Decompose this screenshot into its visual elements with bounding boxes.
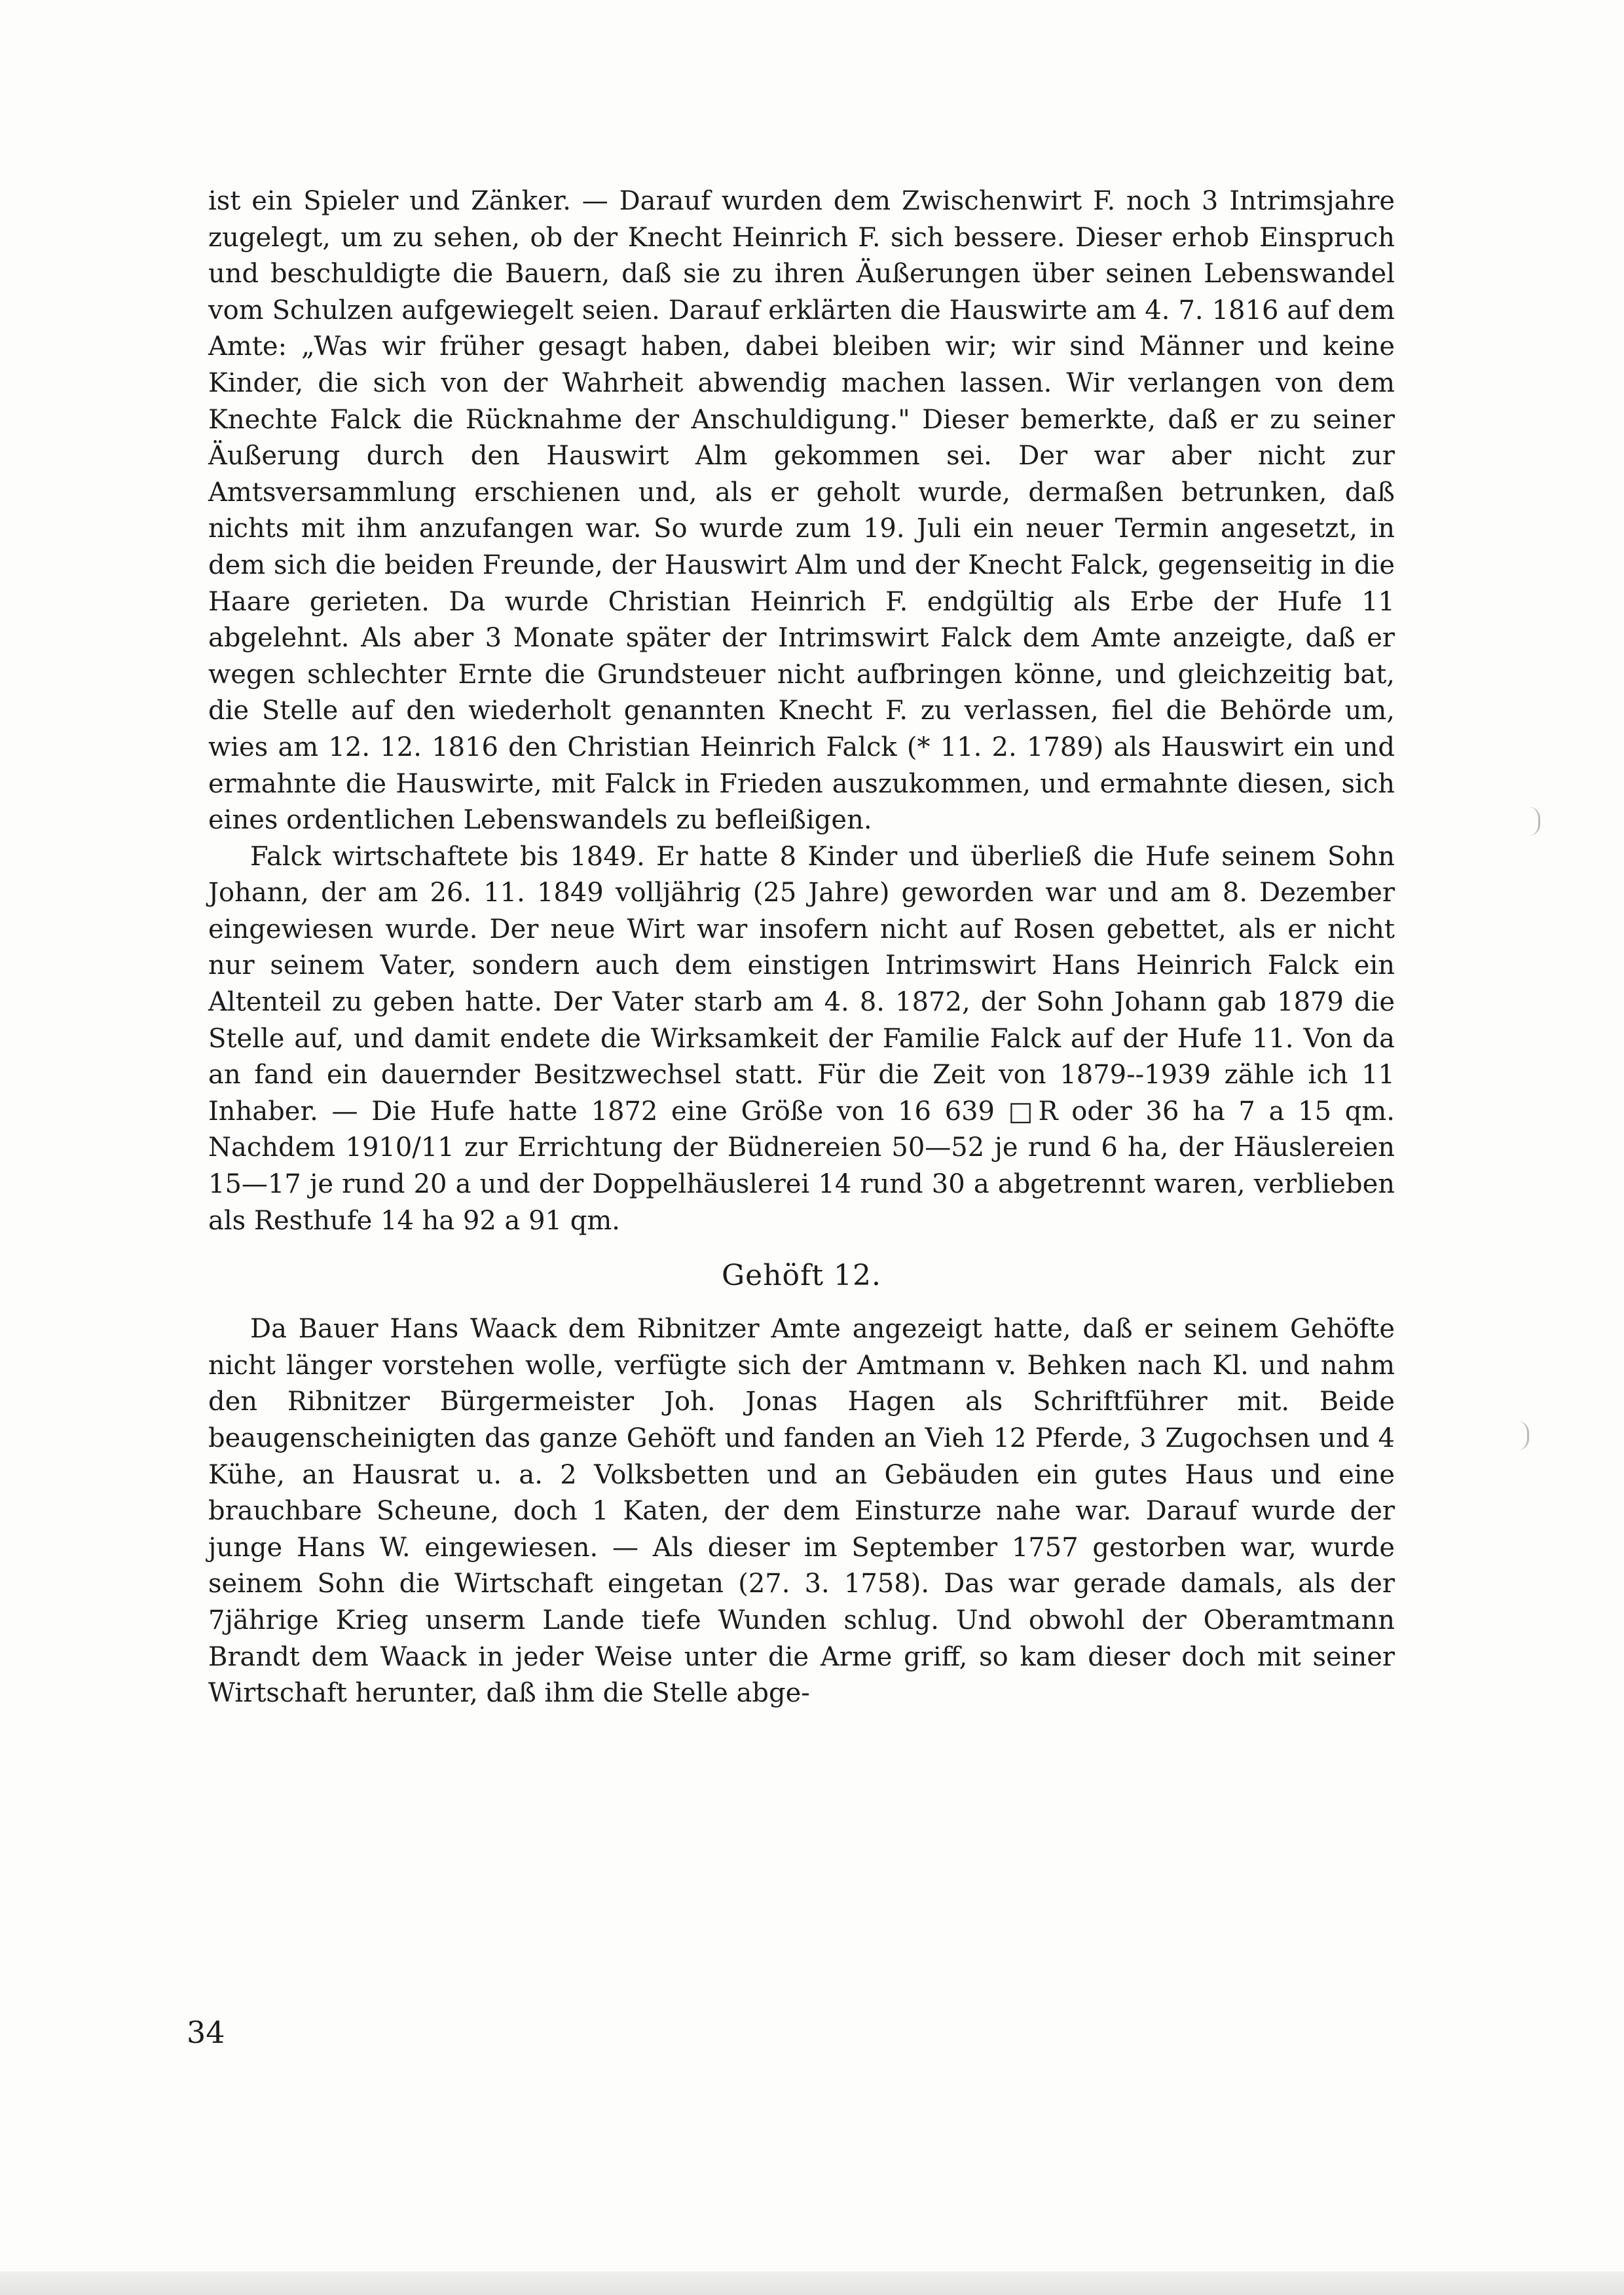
paragraph-continuation: ist ein Spieler und Zänker. — Darauf wurden dem Zwischenwirt F. noch 3 Intrimsjahre zugelegt, um zu sehen, ob der Knecht Heinrich F. sich bessere. Dieser erhob Einspruch und beschuldigte die Bauern, daß sie zu ihren Äußerungen über seinen Lebenswandel vom Schulzen aufgewiegelt seien. Darauf erklärten die Hauswirte am 4. 7. 1816 auf dem Amte: „Was wir früher gesagt haben, dabei bleiben wir; wir sind Männer und keine Kinder, die sich von der Wahrheit abwendig machen lassen. Wir verlangen von dem Knechte Falck die Rücknahme der Anschuldigung." Dieser bemerkte, daß er zu seiner Äußerung durch den Hauswirt Alm gekommen sei. Der war aber nicht zur Amtsversammlung erschienen und, als er geholt wurde, dermaßen betrunken, daß nichts mit ihm anzufangen war. So wurde zum 19. Juli ein neuer Termin angesetzt, in dem sich die beiden Freunde, der Hauswirt Alm und der Knecht Falck, gegenseitig in die Haare gerieten. Da wurde Christian Heinrich F. endgültig als Erbe der Hufe 11 abgelehnt. Als aber 3 Monate später der Intrimswirt Falck dem Amte anzeigte, daß er wegen schlechter Ernte die Grundsteuer nicht aufbringen könne, und gleichzeitig bat, die Stelle auf den wiederholt genannten Knecht F. zu verlassen, fiel die Behörde um, wies am 12. 12. 1816 den Christian Heinrich Falck (* 11. 2. 1789) als Hauswirt ein und ermahnte die Hauswirte, mit Falck in Frieden auszukommen, und ermahnte diesen, sich eines ordentlichen Lebenswandels zu befleißigen. bbox=[208, 186, 1395, 836]
margin-pencil-mark bbox=[1518, 1421, 1529, 1450]
margin-pencil-mark bbox=[1529, 807, 1540, 836]
paragraph-gehoeft-12: Da Bauer Hans Waack dem Ribnitzer Amte angezeigt hatte, daß er seinem Gehöfte nicht länger vorstehen wolle, verfügte sich der Amtmann v. Behken nach Kl. und nahm den Ribnitzer Bürgermeister Joh. Jonas Hagen als Schriftführer mit. Beide beaugenscheinigten das ganze Gehöft und fanden an Vieh 12 Pferde, 3 Zugochsen und 4 Kühe, an Hausrat u. a. 2 Volksbetten und an Gebäuden ein gutes Haus und eine brauchbare Scheune, doch 1 Katen, der dem Einsturze nahe war. Darauf wurde der junge Hans W. eingewiesen. — Als dieser im September 1757 gestorben war, wurde seinem Sohn die Wirtschaft eingetan (27. 3. 1758). Das war gerade damals, als der 7jährige Krieg unserm Lande tiefe Wunden schlug. Und obwohl der Oberamtmann Brandt dem Waack in jeder Weise unter die Arme griff, so kam dieser doch mit seiner Wirtschaft herunter, daß ihm die Stelle abge- bbox=[208, 1314, 1395, 1709]
scan-bottom-edge bbox=[0, 2271, 1624, 2295]
page-text-column bbox=[208, 183, 1395, 1712]
section-heading: Gehöft 12. bbox=[722, 1259, 881, 1293]
page-number: 34 bbox=[187, 2015, 225, 2050]
paragraph-falck-family: Falck wirtschaftete bis 1849. Er hatte 8 Kinder und überließ die Hufe seinem Sohn Johann, der am 26. 11. 1849 volljährig (25 Jahre) geworden war und am 8. Dezember eingewiesen wurde. Der neue Wirt war insofern nicht auf Rosen gebettet, als er nicht nur seinem Vater, sondern auch dem einstigen Intrimswirt Hans Heinrich Falck ein Altenteil zu geben hatte. Der Vater starb am 4. 8. 1872, der Sohn Johann gab 1879 die Stelle auf, und damit endete die Wirksamkeit der Familie Falck auf der Hufe 11. Von da an fand ein dauernder Besitzwechsel statt. Für die Zeit von 1879--1939 zähle ich 11 Inhaber. — Die Hufe hatte 1872 eine Größe von 16 639 □R oder 36 ha 7 a 15 qm. Nachdem 1910/11 zur Errichtung der Büdnereien 50—52 je rund 6 ha, der Häuslereien 15—17 je rund 20 a und der Doppelhäuslerei 14 rund 30 a abgetrennt waren, verblieben als Resthufe 14 ha 92 a 91 qm. bbox=[208, 841, 1395, 1236]
